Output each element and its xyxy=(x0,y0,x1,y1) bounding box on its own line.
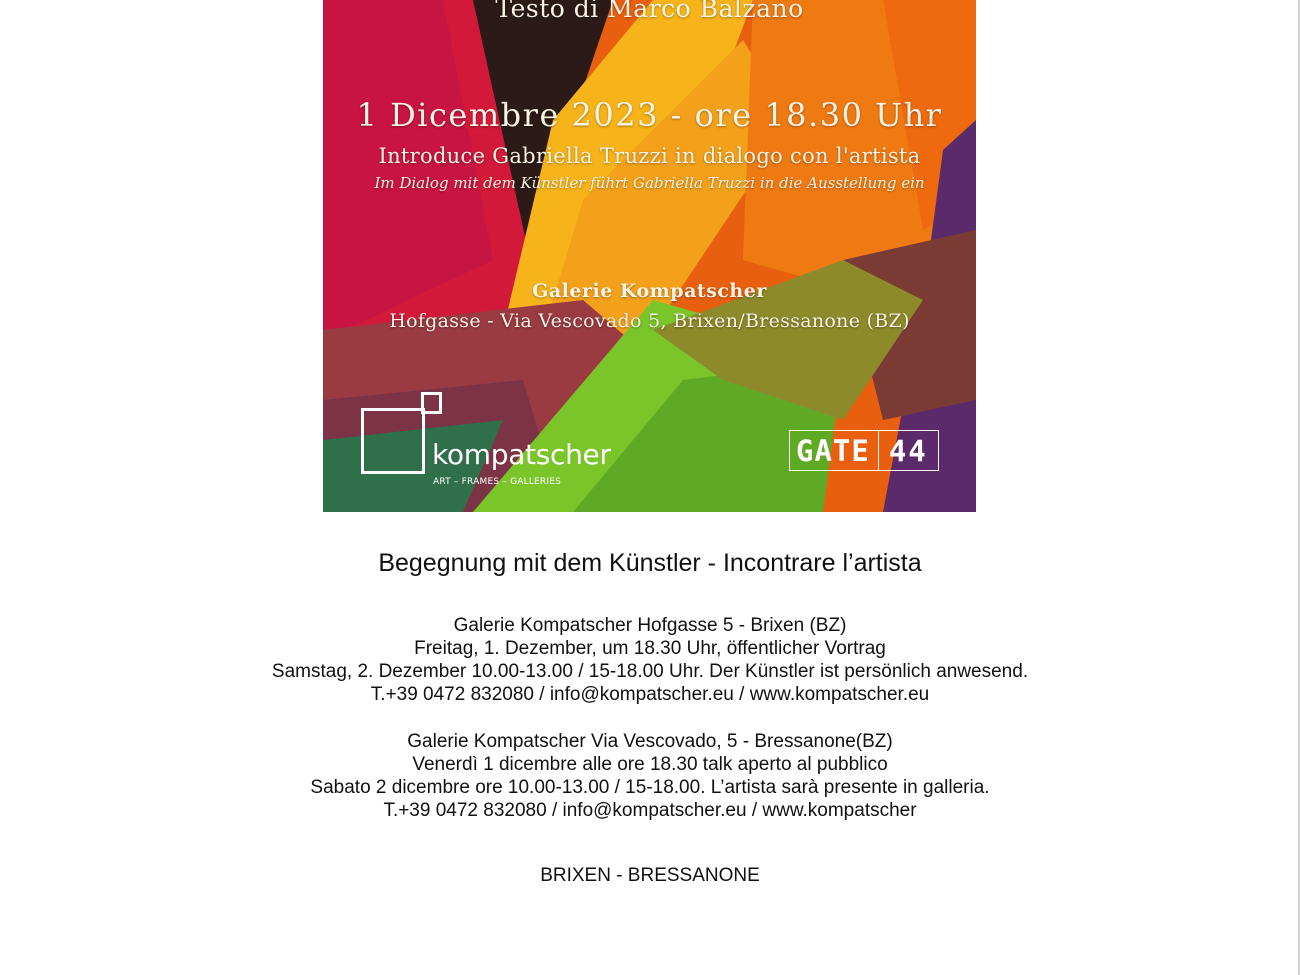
logo-large-square-icon xyxy=(361,408,425,474)
bressanone-line-4: T.+39 0472 832080 / info@kompatscher.eu / www.kompatscher xyxy=(383,800,917,821)
gate-logo-word: GATE xyxy=(796,433,870,468)
bressanone-line-1: Galerie Kompatscher Via Vescovado, 5 - Bressanone(BZ) xyxy=(407,731,893,752)
kompatscher-logo xyxy=(361,392,621,502)
logo-brand-name: kompatscher xyxy=(432,438,611,471)
footer-location: BRIXEN - BRESSANONE xyxy=(540,865,760,886)
gate-44-logo xyxy=(789,430,939,471)
page-heading: Begegnung mit dem Künstler - Incontrare l’artista xyxy=(378,549,922,577)
poster-date-line: 1 Dicembre 2023 - ore 18.30 Uhr xyxy=(356,96,943,134)
poster-author-line: Testo di Marco Balzano xyxy=(495,0,804,23)
gate-logo-number: 44 xyxy=(888,433,928,468)
brixen-line-4: T.+39 0472 832080 / info@kompatscher.eu / www.kompatscher.eu xyxy=(370,684,930,705)
gate-logo-divider xyxy=(878,430,879,471)
poster-intro-italian: Introduce Gabriella Truzzi in dialogo con l'artista xyxy=(378,144,921,168)
poster-gallery-name: Galerie Kompatscher xyxy=(532,280,767,302)
exhibition-poster xyxy=(323,0,976,512)
brixen-line-1: Galerie Kompatscher Hofgasse 5 - Brixen (BZ) xyxy=(453,615,847,636)
logo-tagline: ART – FRAMES – GALLERIES xyxy=(433,477,562,487)
brixen-line-2: Freitag, 1. Dezember, um 18.30 Uhr, öffentlicher Vortrag xyxy=(414,638,886,659)
bressanone-line-3: Sabato 2 dicembre ore 10.00-13.00 / 15-18.00. L’artista sarà presente in galleria. xyxy=(310,777,990,798)
brixen-line-3: Samstag, 2. Dezember 10.00-13.00 / 15-18.00 Uhr. Der Künstler ist persönlich anwesend. xyxy=(271,661,1029,682)
poster-intro-german: Im Dialog mit dem Künstler führt Gabriella Truzzi in die Ausstellung ein xyxy=(374,174,925,192)
logo-small-square-icon xyxy=(421,392,442,414)
poster-address: Hofgasse - Via Vescovado 5, Brixen/Bressanone (BZ) xyxy=(389,310,910,332)
bressanone-line-2: Venerdì 1 dicembre alle ore 18.30 talk aperto al pubblico xyxy=(412,754,888,775)
